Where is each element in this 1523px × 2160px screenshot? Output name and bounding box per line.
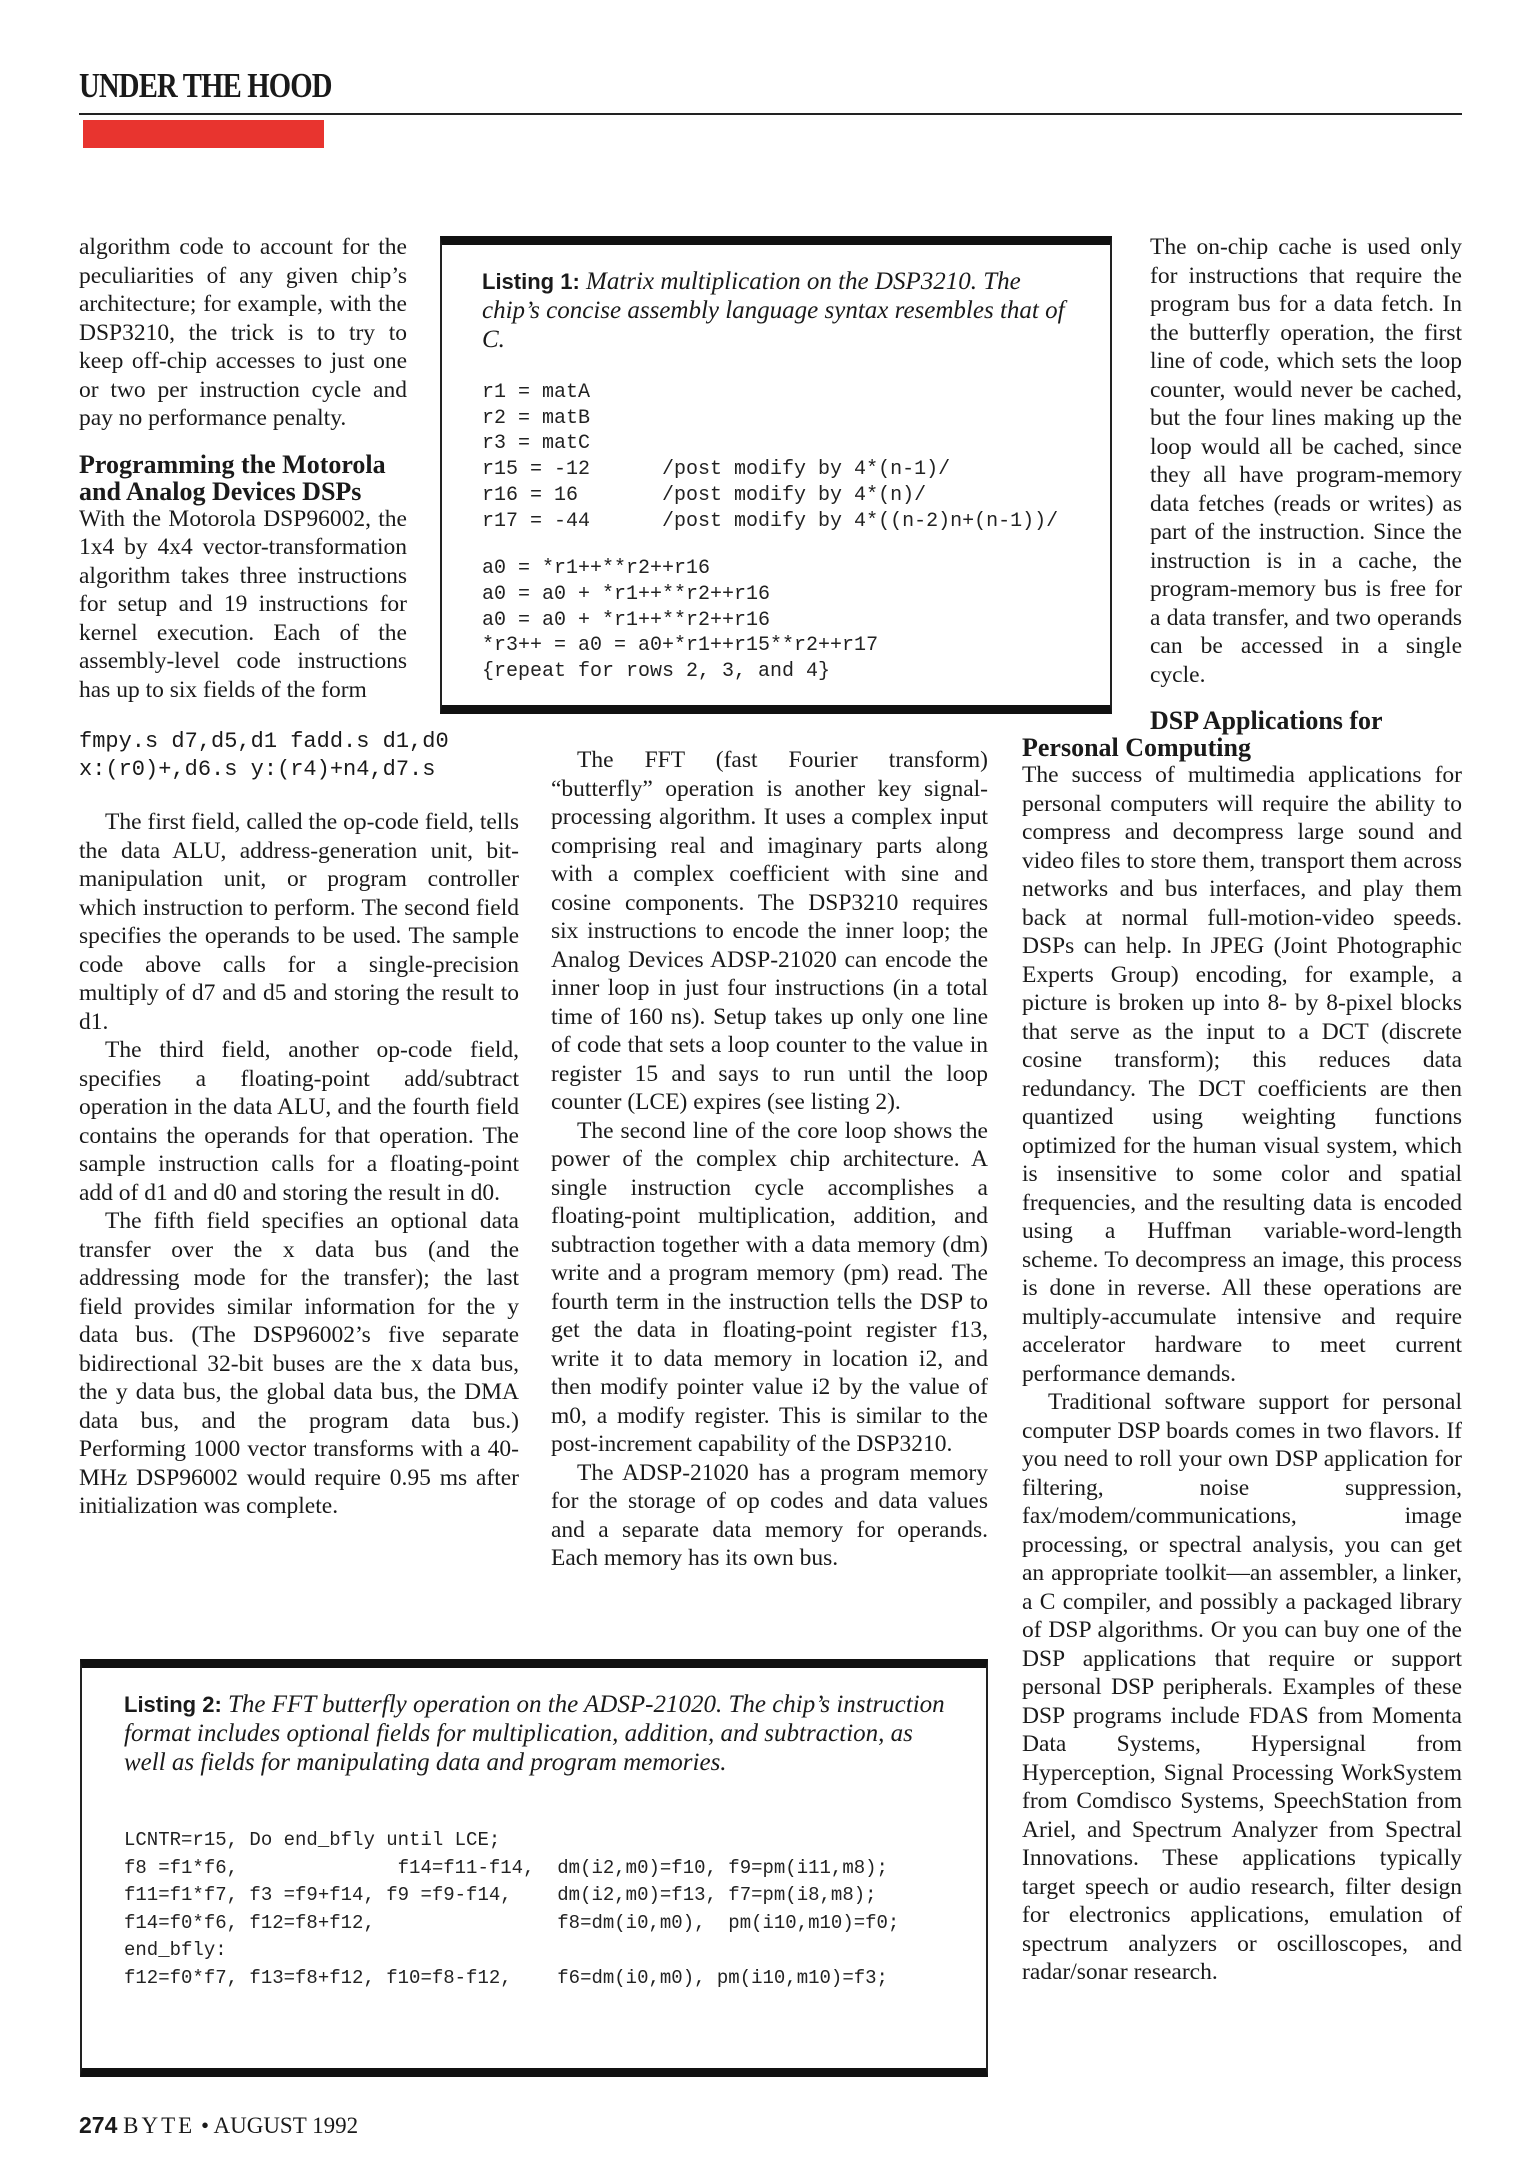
magazine-name: BYTE (123, 2113, 196, 2138)
page-footer (79, 2112, 358, 2139)
page-number: 274 (79, 2112, 118, 2138)
header-rule (79, 113, 1462, 115)
section-title: UNDER THE HOOD (79, 66, 332, 105)
paragraph: algorithm code to account for the peculiarities of any given chip’s architecture; for example, with the DSP3210, the trick is to try to keep off-chip accesses to just one or two per instruction cycle and pay no performance penalty. (79, 234, 407, 431)
paragraph: With the Motorola DSP96002, the 1x4 by 4x4 vector-transformation algorithm takes three instructions for setup and 19 instructions for kernel execution. Each of the assembly-level code instructions has up to six fields of the form (79, 505, 407, 703)
listing-2 (80, 1659, 988, 2077)
listing-caption-text: Matrix multiplication on the DSP3210. The chip’s concise assembly language syntax resembles that of C. (482, 268, 1065, 353)
code-sample: fmpy.s d7,d5,d1 fadd.s d1,d0 x:(r0)+,d6.s y:(r4)+n4,d7.s (79, 729, 449, 782)
listing-code-setup: r1 = matA r2 = matB r3 = matC r15 = -12 /post modify by 4*(n-1)/ r16 = 16 /post modify by 4*(n)/ r17 = -44 /post modify by 4*((n-2)n+(n-1))/ (482, 381, 1059, 533)
footer-separator: • (200, 2113, 209, 2138)
listing-caption-text: The FFT butterfly operation on the ADSP-21020. The chip’s instruction format includes optional fields for multiplication, addition, and subtraction, as well as fields for manipulating data and program memories. (124, 1691, 945, 1776)
middle-column (551, 746, 988, 1573)
paragraph: The second line of the core loop shows the power of the complex chip architecture. A single instruction cycle accomplishes a floating-point multiplication, addition, and subtraction together with a data memory (dm) write and a program memory (pm) read. The fourth term in the instruction tells the DSP to get the data in floating-point register f13, write it to data memory in location i2, and then modify pointer value i2 by the value of m0, a modify register. This is similar to the post-increment capability of the DSP3210. (551, 1117, 988, 1457)
paragraph: The third field, another op-code field, specifies a floating-point add/subtract operation in the data ALU, and the fourth field contains the operands for that operation. The sample instruction calls for a floating-point add of d1 and d0 and storing the result in d0. (79, 1037, 519, 1206)
paragraph: The ADSP-21020 has a program memory for the storage of op codes and data values and a separate data memory for operands. Each memory has its own bus. (551, 1459, 988, 1571)
paragraph: The on-chip cache is used only for instructions that require the program bus for a data fetch. In the butterfly operation, the first line of code, which sets the loop counter, would never be cached, but the four lines making up the loop would all be cached, since they all have program-memory data fetches (reads or writes) as part of the instruction. Since the instruction is in a cache, the program-memory bus is free for a data transfer, and two operands can be accessed in a single cycle. (1150, 234, 1462, 688)
section-heading: Programming the Motorola and Analog Devices DSPs (79, 449, 386, 506)
paragraph: The success of multimedia applications for personal computers will require the ability to compress and decompress large sound and video files to store them, transport them across networks and bus interfaces, and play them back at normal full-motion-video speeds. DSPs can help. In JPEG (Joint Photographic Experts Group) encoding, for example, a picture is broken up into 8- by 8-pixel blocks that serve as the input to a DCT (discrete cosine transform); this reduces data redundancy. The DCT coefficients are then quantized using weighting functions optimized for the human visual system, which is insensitive to some color and spatial frequencies, and the resulting data is encoded using a Huffman variable-word-length scheme. To decompress an image, this process is done in reverse. All these operations are multiply-accumulate intensive and require accelerator hardware to meet current performance demands. (1022, 762, 1462, 1387)
listing-code: LCNTR=r15, Do end_bfly until LCE; f8 =f1*f6, f14=f11-f14, dm(i2,m0)=f10, f9=pm(i11,m8); f11=f1*f7, f3 =f9+f14, f9 =f9-f14, dm(i2,m0)=f13, f7=pm(i8,m8); f14=f0*f6, f12=f8+f12, f8=dm(i0,m0), pm(i10,m10)=f0; end_bfly: f12=f0*f7, f13=f8+f12, f10=f8-f12, f6=dm(i0,m0), pm(i10,m10)=f3; (124, 1829, 900, 1989)
listing-label: Listing 1: (482, 269, 580, 294)
paragraph: The fifth field specifies an optional data transfer over the x data bus (and the addressing mode for the transfer); the last field provides similar information for the y data bus. (The DSP96002’s five separate bidirectional 32-bit buses are the x data bus, the y data bus, the global data bus, the DMA data bus, and the program data bus.) Performing 1000 vector transforms with a 40-MHz DSP96002 would require 0.95 ms after initialization was complete. (79, 1208, 519, 1519)
accent-bar (83, 120, 324, 148)
paragraph: Traditional software support for personal computer DSP boards comes in two flavors. If you need to roll your own DSP application for filtering, noise suppression, fax/modem/communications, image processing, or spectral analysis, you can get an appropriate toolkit—an assembler, a linker, a C compiler, and possibly a packaged library of DSP algorithms. Or you can buy one of the DSP applications that require or support personal DSP peripherals. Examples of these DSP programs include FDAS from Momenta Data Systems, Hypersignal from Hyperception, Signal Processing WorkSystem from Comdisco Systems, SpeechStation from Ariel, and Spectrum Analyzer from Spectral Innovations. These applications typically target speech or audio research, filter design for electronics applications, emulation of spectrum analyzers or oscilloscopes, and radar/sonar research. (1022, 1389, 1462, 1985)
listing-code-loop: a0 = *r1++**r2++r16 a0 = a0 + *r1++**r2++r16 a0 = a0 + *r1++**r2++r16 *r3++ = a0 = a0+*r1++r15**r2++r17 {repeat for rows 2, 3, and 4} (482, 557, 879, 684)
listing-1 (440, 236, 1112, 714)
listing-caption (124, 1690, 956, 1777)
listing-caption (482, 267, 1080, 354)
section-heading: DSP Applications for Personal Computing (1022, 706, 1383, 762)
paragraph: The FFT (fast Fourier transform) “butterfly” operation is another key signal-processing algorithm. It uses a complex input comprising real and imaginary parts along with a complex coefficient with sine and cosine components. The DSP3210 requires six instructions to encode the inner loop; the Analog Devices ADSP-21020 can encode the inner loop in just four instructions (in a total time of 160 ns). Setup takes up only one line of code that sets a loop counter to the value in register 15 and says to run until the loop counter (LCE) expires (see listing 2). (551, 747, 988, 1115)
listing-label: Listing 2: (124, 1692, 222, 1717)
paragraph: The first field, called the op-code field, tells the data ALU, address-generation unit, bit-manipulation unit, or program controller which instruction to perform. The second field specifies the operands to be used. The sample code above calls for a single-precision multiply of d7 and d5 and storing the result to d1. (79, 809, 519, 1035)
issue-date: AUGUST 1992 (213, 2113, 359, 2138)
